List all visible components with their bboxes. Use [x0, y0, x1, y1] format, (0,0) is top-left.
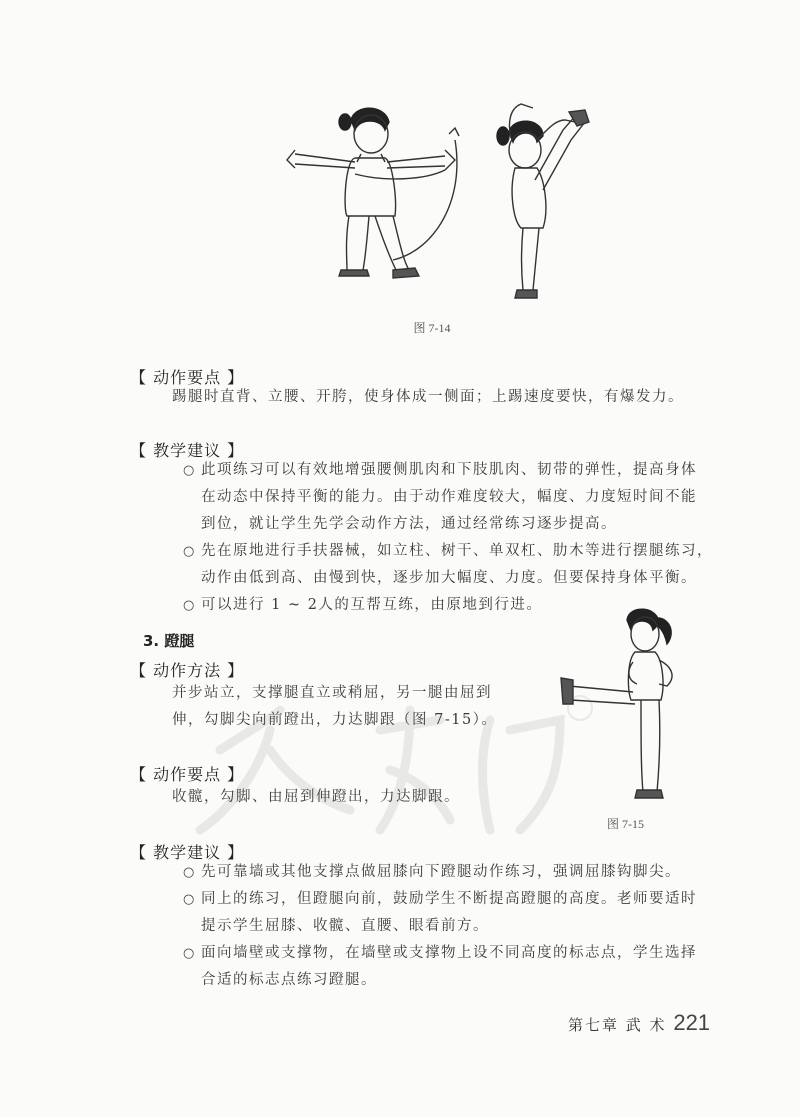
list-item	[183, 457, 723, 538]
figure-7-14-illustration	[285, 100, 595, 310]
page-number: 221	[673, 1010, 711, 1035]
bullet-circle-icon: ○	[183, 865, 196, 880]
list-item-line: 面向墙壁或支撑物，在墙壁或支撑物上设不同高度的标志点，学生选择	[201, 945, 697, 961]
list-item	[183, 538, 723, 592]
paragraph-line: 伸，勾脚尖向前蹬出，力达脚跟（图 7-15）。	[172, 712, 498, 728]
action-points-text-2: 收髋，勾脚、由屈到伸蹬出，力达脚跟。	[172, 789, 460, 805]
section-heading-action-method: 【 动作方法 】	[130, 661, 245, 680]
section-heading-action-points-2: 【 动作要点 】	[130, 765, 245, 784]
list-item-line: 此项练习可以有效地增强腰侧肌肉和下肢肌肉、韧带的弹性，提高身体	[201, 462, 697, 478]
action-method-text	[172, 680, 497, 734]
list-item	[183, 859, 723, 886]
section-heading-teaching-advice-2: 【 教学建议 】	[130, 843, 245, 862]
list-item-line: 到位，就让学生先学会动作方法，通过经常练习逐步提高。	[201, 516, 617, 532]
list-item-line: 先可靠墙或其他支撑点做屈膝向下蹬腿动作练习，强调屈膝钩脚尖。	[201, 864, 681, 880]
figure-7-15-caption: 图 7-15	[607, 817, 644, 831]
bullet-circle-icon: ○	[183, 463, 196, 478]
girl-high-kick-figure	[497, 104, 589, 298]
list-item-line: 合适的标志点练习蹬腿。	[201, 972, 377, 988]
bullet-circle-icon: ○	[183, 946, 196, 961]
action-points-text: 踢腿时直背、立腰、开胯，使身体成一侧面；上踢速度要快，有爆发力。	[172, 389, 684, 405]
list-item-line: 动作由低到高、由慢到快，逐步加大幅度、力度。但要保持身体平衡。	[201, 570, 697, 586]
bullet-circle-icon: ○	[183, 544, 196, 559]
bullet-circle-icon: ○	[183, 892, 196, 907]
list-item	[183, 886, 723, 940]
list-item-line: 提示学生屈膝、收髋、直腰、眼看前方。	[201, 918, 489, 934]
figure-7-15-illustration	[555, 600, 695, 805]
list-item-line: 可以进行 1 ~ 2人的互帮互练，由原地到行进。	[201, 597, 543, 613]
teaching-advice-list-2	[183, 859, 723, 994]
figure-7-14-caption: 图 7-14	[413, 321, 451, 335]
list-item-line: 同上的练习，但蹬腿向前，鼓励学生不断提高蹬腿的高度。老师要适时	[201, 891, 697, 907]
teaching-advice-list	[183, 457, 723, 619]
subsection-title: 3. 蹬腿	[143, 632, 195, 650]
girl-arms-out-figure	[287, 108, 459, 278]
list-item-line: 在动态中保持平衡的能力。由于动作难度较大，幅度、力度短时间不能	[201, 489, 697, 505]
chapter-label: 第七章 武 术	[568, 1016, 667, 1034]
bullet-circle-icon: ○	[183, 598, 196, 613]
list-item	[183, 940, 723, 994]
section-heading-teaching-advice: 【 教学建议 】	[130, 441, 245, 460]
page-footer	[568, 1010, 710, 1036]
list-item-line: 先在原地进行手扶器械，如立柱、树干、单双杠、肋木等进行摆腿练习，	[201, 543, 713, 559]
paragraph-line: 并步站立，支撑腿直立或稍屈，另一腿由屈到	[172, 685, 492, 701]
section-heading-action-points: 【 动作要点 】	[130, 368, 245, 387]
